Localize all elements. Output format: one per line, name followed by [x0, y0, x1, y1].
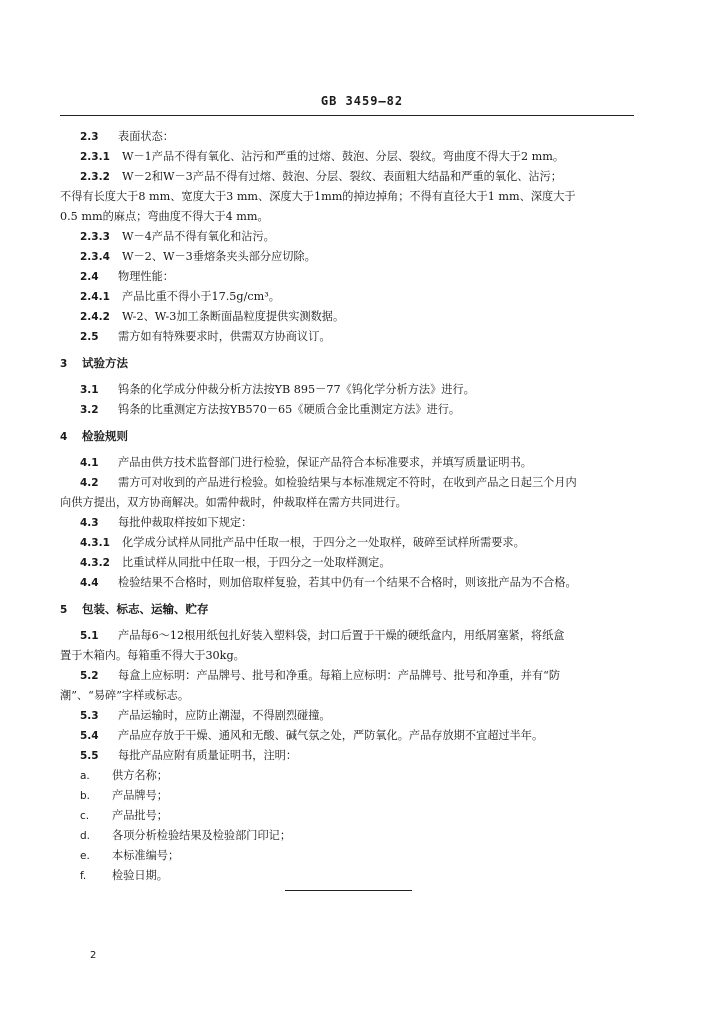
clause-text: 需方可对收到的产品进行检验。如检验结果与本标准规定不符时，在收到产品之日起三个月内: [118, 476, 577, 489]
list-item-e: [60, 846, 634, 866]
item-letter: b.: [80, 790, 91, 802]
clause-number: 2.4.1: [80, 291, 110, 303]
list-item-b: [60, 786, 634, 806]
clause-number: 2.3.2: [80, 171, 110, 183]
standard-number-header: GB 3459—82: [320, 94, 404, 108]
clause-number: 4.3: [80, 517, 99, 529]
clause-number: 5.4: [80, 730, 99, 742]
section-number: 4: [60, 431, 68, 443]
clause-3-2: [60, 400, 634, 420]
clause-number: 5.2: [80, 670, 99, 682]
clause-4-2: [60, 473, 634, 493]
clause-number: 4.3.2: [80, 557, 110, 569]
clause-number: 2.3.3: [80, 231, 110, 243]
clause-text: 化学成分试样从同批产品中任取一根，于四分之一处取样，破碎至试样所需要求。: [122, 536, 525, 549]
clause-text: W-2、W-3加工条断面晶粒度提供实测数据。: [122, 310, 345, 323]
clause-2-3-4: [60, 247, 634, 267]
list-item-d: [60, 826, 634, 846]
clause-text: 产品每6～12根用纸包扎好装入塑料袋，封口后置于干燥的硬纸盒内，用纸屑塞紧，将纸盒: [118, 629, 565, 642]
clause-number: 2.4: [80, 271, 99, 283]
clause-text: 产品比重不得小于17.5g/cm³。: [122, 290, 280, 303]
clause-5-1-cont: 置于木箱内。每箱重不得大于30kg。: [60, 649, 245, 662]
clause-5-2: [60, 666, 634, 686]
clause-3-1: [60, 380, 634, 400]
clause-2-4-2: [60, 307, 634, 327]
clause-2-3-2-cont2: 0.5 mm的麻点；弯曲度不得大于4 mm。: [60, 210, 269, 223]
item-letter: d.: [80, 830, 91, 842]
clause-4-3-1: [60, 533, 634, 553]
list-item-a: [60, 766, 634, 786]
clause-text: 产品由供方技术监督部门进行检验，保证产品符合本标准要求，并填写质量证明书。: [118, 456, 532, 469]
clause-number: 2.5: [80, 331, 99, 343]
clause-2-5: [60, 327, 634, 347]
clause-number: 5.3: [80, 710, 99, 722]
clause-text: 产品应存放于干燥、通风和无酸、碱气氛之处，严防氧化。产品存放期不宜超过半年。: [118, 729, 544, 742]
clause-text: 物理性能：: [118, 270, 174, 283]
clause-number: 3.1: [80, 384, 99, 396]
clause-text: 钨条的化学成分仲裁分析方法按YB 895－77《钨化学分析方法》进行。: [118, 383, 475, 396]
clause-number: 4.4: [80, 577, 99, 589]
clause-2-3-3: [60, 227, 634, 247]
clause-4-3-2: [60, 553, 634, 573]
clause-number: 5.1: [80, 630, 99, 642]
clause-text: 每盒上应标明：产品牌号、批号和净重。每箱上应标明：产品牌号、批号和净重，并有“防: [118, 669, 561, 682]
clause-number: 4.3.1: [80, 537, 110, 549]
document-body: [60, 127, 634, 886]
section-4-heading: [60, 426, 634, 447]
clause-5-1: [60, 626, 634, 646]
clause-text: W－4产品不得有氧化和沾污。: [122, 230, 275, 243]
page-number: 2: [90, 950, 97, 961]
clause-number: 2.3.1: [80, 151, 110, 163]
list-item-c: [60, 806, 634, 826]
list-item-f: [60, 866, 634, 886]
clause-text: 每批仲裁取样按如下规定：: [118, 516, 253, 529]
section-number: 5: [60, 604, 68, 616]
clause-text: 比重试样从同批中任取一根，于四分之一处取样测定。: [122, 556, 391, 569]
clause-text: 表面状态：: [118, 130, 174, 143]
clause-5-4: [60, 726, 634, 746]
item-letter: c.: [80, 810, 90, 822]
clause-text: 每批产品应附有质量证明书，注明：: [118, 749, 298, 762]
clause-5-2-cont: 潮”、“易碎”字样或标志。: [60, 689, 190, 702]
clause-number: 2.4.2: [80, 311, 110, 323]
clause-number: 4.1: [80, 457, 99, 469]
item-text: 供方名称；: [112, 769, 168, 782]
clause-number: 4.2: [80, 477, 99, 489]
clause-text: 产品运输时，应防止潮湿，不得剧烈碰撞。: [118, 709, 331, 722]
section-3-heading: [60, 353, 634, 374]
clause-4-2-cont: 向供方提出，双方协商解决。如需仲裁时，仲裁取样在需方共同进行。: [60, 496, 407, 509]
section-title: 试验方法: [82, 356, 128, 370]
clause-2-3-2: [60, 167, 634, 187]
clause-5-5: [60, 746, 634, 766]
clause-2-3-2-cont: 不得有长度大于8 mm、宽度大于3 mm、深度大于1mm的掉边掉角；不得有直径大于1 mm、深度大于: [60, 190, 576, 203]
item-letter: a.: [80, 770, 90, 782]
section-title: 检验规则: [82, 429, 128, 443]
item-text: 各项分析检验结果及检验部门印记；: [112, 829, 292, 842]
clause-2-3: [60, 127, 634, 147]
section-number: 3: [60, 358, 68, 370]
clause-text: 钨条的比重测定方法按YB570－65《硬质合金比重测定方法》进行。: [118, 403, 461, 416]
item-letter: e.: [80, 850, 90, 862]
clause-text: W－2、W－3垂熔条夹头部分应切除。: [122, 250, 316, 263]
clause-number: 2.3.4: [80, 251, 110, 263]
clause-text: W－2和W－3产品不得有过熔、鼓泡、分层、裂纹、表面粗大结晶和严重的氧化、沾污；: [122, 170, 562, 183]
item-text: 产品批号；: [112, 809, 168, 822]
clause-text: W－1产品不得有氧化、沾污和严重的过熔、鼓泡、分层、裂纹。弯曲度不得大于2 mm。: [122, 150, 565, 163]
clause-4-4: [60, 573, 634, 593]
section-5-heading: [60, 599, 634, 620]
item-text: 产品牌号；: [112, 789, 168, 802]
item-text: 检验日期。: [112, 869, 168, 882]
clause-number: 5.5: [80, 750, 99, 762]
clause-2-4-1: [60, 287, 634, 307]
clause-2-3-1: [60, 147, 634, 167]
section-title: 包装、标志、运输、贮存: [82, 602, 209, 616]
clause-4-3: [60, 513, 634, 533]
clause-4-1: [60, 453, 634, 473]
item-letter: f.: [80, 870, 87, 882]
clause-number: 2.3: [80, 131, 99, 143]
clause-text: 检验结果不合格时，则加倍取样复验，若其中仍有一个结果不合格时，则该批产品为不合格。: [118, 576, 577, 589]
item-text: 本标准编号；: [112, 849, 180, 862]
clause-number: 3.2: [80, 404, 99, 416]
clause-5-3: [60, 706, 634, 726]
clause-2-4: [60, 267, 634, 287]
end-of-document-rule: [285, 890, 412, 891]
header-rule: [60, 115, 634, 116]
clause-text: 需方如有特殊要求时，供需双方协商议订。: [118, 330, 331, 343]
